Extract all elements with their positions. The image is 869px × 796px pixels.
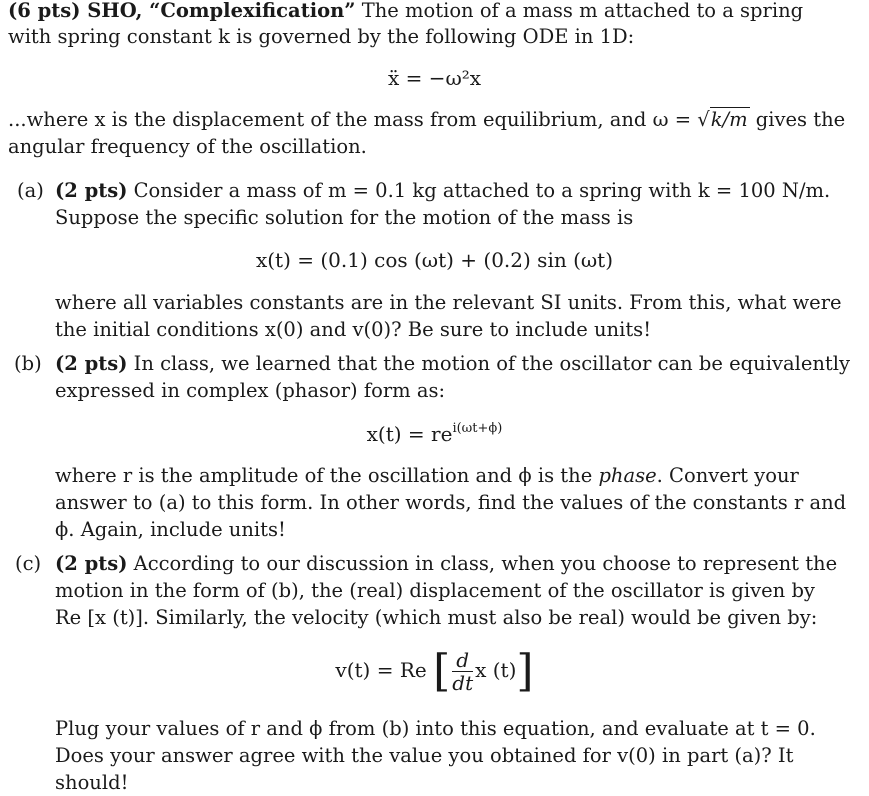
part-b-line-3 bbox=[55, 463, 799, 489]
where-line-1 bbox=[8, 107, 845, 133]
part-c-line-1 bbox=[55, 551, 837, 577]
part-b-eq-lhs: x(t) = re bbox=[366, 422, 453, 446]
part-c-line-5: Does your answer agree with the value you obtained for v(0) in part (a)? It bbox=[55, 744, 794, 767]
part-b-line-2: expressed in complex (phasor) form as: bbox=[55, 379, 446, 402]
part-b-points: (2 pts) bbox=[55, 352, 128, 375]
part-c-eq-arg: x (t) bbox=[475, 658, 517, 682]
part-b-text-3em: phase bbox=[598, 464, 657, 487]
part-b-line-1 bbox=[55, 351, 850, 377]
problem-header-line bbox=[8, 0, 803, 24]
part-a-text-1: Consider a mass of m = 0.1 kg attached to a spring with k = 100 N/m. bbox=[127, 179, 831, 202]
fraction-numerator: d bbox=[452, 649, 473, 672]
fraction-denominator: dt bbox=[452, 671, 474, 695]
part-b-text-3a: where r is the amplitude of the oscillation and ϕ is the bbox=[55, 464, 599, 487]
problem-title: (6 pts) SHO, “Complexification” bbox=[8, 0, 356, 22]
right-bracket: ] bbox=[516, 645, 534, 697]
part-c-label: (c) bbox=[15, 552, 42, 575]
part-a-line-2: Suppose the specific solution for the motion of the mass is bbox=[55, 206, 634, 229]
problem-intro-2: with spring constant k is governed by the following ODE in 1D: bbox=[8, 25, 635, 48]
problem-intro-1: The motion of a mass m attached to a spring bbox=[355, 0, 804, 22]
part-a-equation: x(t) = (0.1) cos (ωt) + (0.2) sin (ωt) bbox=[255, 248, 614, 272]
part-a-line-3: where all variables constants are in the relevant SI units. From this, what were bbox=[55, 291, 842, 314]
part-b-text-3b: . Convert your bbox=[656, 464, 799, 487]
ode-equation: ẍ = −ω²x bbox=[387, 66, 482, 90]
part-b-line-4: answer to (a) to this form. In other words, find the values of the constants r and bbox=[55, 491, 847, 514]
part-c-line-2: motion in the form of (b), the (real) displacement of the oscillator is given by bbox=[55, 579, 815, 602]
part-a-line-1 bbox=[55, 178, 830, 204]
part-c-line-6: should! bbox=[55, 771, 129, 794]
part-c-text-1: According to our discussion in class, when you choose to represent the bbox=[127, 552, 838, 575]
part-c-eq-lhs: v(t) = Re bbox=[335, 658, 434, 682]
part-b-label: (b) bbox=[14, 352, 42, 375]
part-b-eq-exponent: i(ωt+ϕ) bbox=[452, 421, 503, 436]
where-line-2: angular frequency of the oscillation. bbox=[8, 135, 367, 158]
part-b-line-5: ϕ. Again, include units! bbox=[55, 518, 286, 541]
part-c-line-4: Plug your values of r and ϕ from (b) into this equation, and evaluate at t = 0. bbox=[55, 717, 816, 740]
part-b-text-1: In class, we learned that the motion of the oscillator can be equivalently bbox=[127, 352, 851, 375]
where-text-b: gives the bbox=[749, 108, 846, 131]
part-b-equation bbox=[0, 420, 869, 448]
derivative-fraction bbox=[452, 649, 473, 694]
part-c-line-3: Re [x (t)]. Similarly, the velocity (which must also be real) would be given by: bbox=[55, 606, 818, 629]
where-text-a: ...where x is the displacement of the mass from equilibrium, and ω = bbox=[8, 108, 698, 131]
part-a-label: (a) bbox=[17, 179, 44, 202]
sqrt-expression: √k/m bbox=[697, 108, 748, 131]
part-a-points: (2 pts) bbox=[55, 179, 128, 202]
part-c-points: (2 pts) bbox=[55, 552, 128, 575]
left-bracket: [ bbox=[433, 645, 451, 697]
sqrt-body: k/m bbox=[710, 108, 748, 131]
part-a-line-4: the initial conditions x(0) and v(0)? Be sure to include units! bbox=[55, 318, 652, 341]
part-c-equation bbox=[0, 644, 869, 696]
